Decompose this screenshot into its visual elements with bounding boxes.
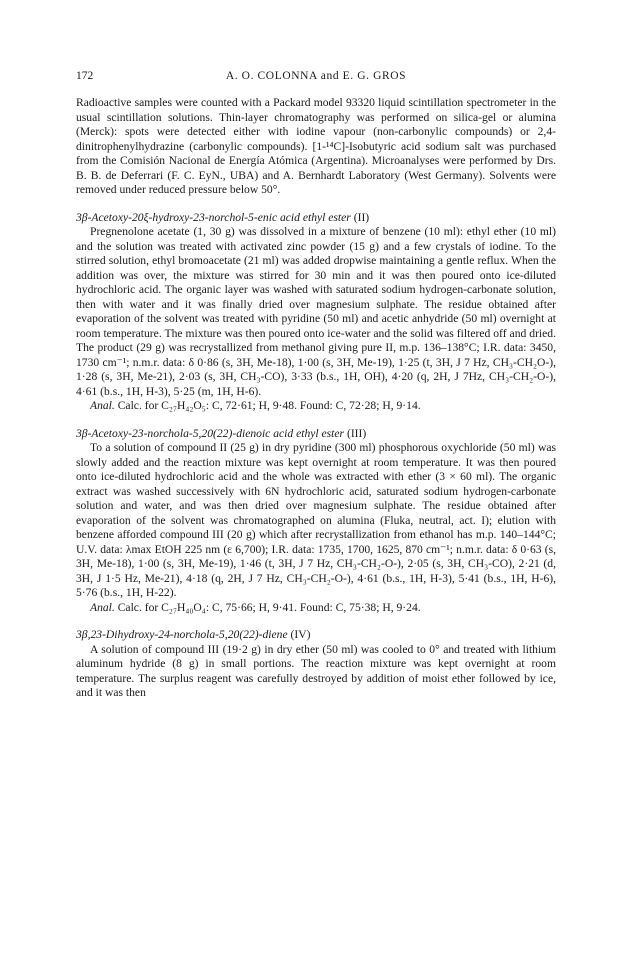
elemental-analysis	[76, 399, 556, 414]
analysis-text: Calc. for C₂₇H₄₀O₄: C, 75·66; H, 9·41. Found: C, 75·38; H, 9·24.	[117, 600, 421, 614]
section-title: 3β,23-Dihydroxy-24-norchola-5,20(22)-diene	[76, 628, 288, 641]
page-header	[76, 70, 556, 86]
section-heading-compound-iv	[76, 628, 556, 643]
methods-paragraph: Radioactive samples were counted with a Packard model 93320 liquid scintillation spectrometer in the usual scintillation solutions. Thin-layer chromatography was performed on silica-gel or alumina (Merck): spots were detected either with iodine vapour (non-carbonylic compounds) or 2,4-dinitrophenylhydrazine (carbonylic compounds). [1-¹⁴C]-Isobutyric acid sodium salt was purchased from the Comisión Nacional de Energía Atómica (Argentina). Microanalyses were performed by Drs. B. B. de Deferrari (F. C. EyN., UBA) and A. Bernhardt Laboratory (West Germany). Solvents were removed under reduced pressure below 50°.	[76, 96, 556, 196]
section-title: 3β-Acetoxy-20ξ-hydroxy-23-norchol-5-enic acid ethyl ester	[76, 210, 351, 224]
procedure-paragraph: A solution of compound III (19·2 g) in dry ether (50 ml) was cooled to 0° and treated with lithium aluminum hydride (8 g) in small portions. The reaction mixture was kept overnight at room temperature. The surplus reagent was carefully destroyed by addition of moist ether followed by ice, and it was then	[76, 642, 556, 699]
procedure-paragraph: To a solution of compound II (25 g) in dry pyridine (300 ml) phosphorous oxychloride (50 ml) was slowly added and the reaction mixture was kept overnight at room temperature. It was then poured onto ice-diluted hydrochloric acid and the whole was extracted with ether (3 × 60 ml). The organic extract was washed successively with 6N hydrochloric acid, saturated sodium hydrogen-carbonate solution and water, and was then dried over magnesium sulphate. The residue obtained after evaporation of the solvent was chromatographed on alumina (Fluka, neutral, act. I); elution with benzene afforded compound III (20 g) which after recrystallization from ethanol has m.p. 140–144°C; U.V. data: λmax EtOH 225 nm (ε 6,700); I.R. data: 1735, 1700, 1625, 870 cm⁻¹; n.m.r. data: δ 0·63 (s, 3H, Me-18), 1·00 (s, 3H, Me-19), 1·46 (t, 3H, J 7 Hz, CH₃-CH₂-O-), 2·05 (s, 3H, CH₃-CO), 2·21 (d, 3H, J 1·5 Hz, Me-21), 4·18 (q, 2H, J 7 Hz, CH₃-CH₂-O-), 4·61 (b.s., 1H, H-3), 5·41 (b.s., 1H, H-6), 5·76 (b.s., 1H, H-22).	[76, 441, 556, 599]
compound-number: (II)	[353, 210, 370, 224]
elemental-analysis	[76, 601, 556, 616]
section-title: 3β-Acetoxy-23-norchola-5,20(22)-dienoic acid ethyl ester	[76, 426, 345, 440]
analysis-text: Calc. for C₂₇H₄₂O₅: C, 72·61; H, 9·48. Found: C, 72·28; H, 9·14.	[117, 399, 421, 412]
section-heading-compound-iii	[76, 427, 556, 442]
compound-number: (III)	[346, 426, 367, 440]
article-body	[76, 96, 556, 701]
section-heading-compound-ii	[76, 211, 556, 226]
analysis-label: Anal.	[90, 399, 115, 412]
compound-number: (IV)	[290, 628, 311, 641]
page-number: 172	[76, 70, 94, 82]
procedure-paragraph: Pregnenolone acetate (1, 30 g) was dissolved in a mixture of benzene (10 ml): ethyl ether (10 ml) and the solution was treated with activated zinc powder (15 g) and a few crystals of iodine. To the stirred solution, ethyl bromoacetate (21 ml) was added dropwise maintaining a gentle reflux. When the addition was over, the mixture was stirred for 30 min and it was then poured onto ice-diluted hydrochloric acid. The organic layer was washed with saturated sodium hydrogen-carbonate solution, then with water and it was finally dried over magnesium sulphate. The residue obtained after evaporation of the solvent was treated with pyridine (50 ml) and acetic anhydride (50 ml) overnight at room temperature. The mixture was then poured onto ice-water and the solid was filtered off and dried. The product (29 g) was recrystallized from methanol giving pure II, m.p. 136–138°C; I.R. data: 3450, 1730 cm⁻¹; n.m.r. data: δ 0·86 (s, 3H, Me-18), 1·00 (s, 3H, Me-19), 1·25 (t, 3H, J 7 Hz, CH₃-CH₂O-), 1·28 (s, 3H, Me-21), 2·03 (s, 3H, CH₃-CO), 3·33 (b.s., 1H, OH), 4·20 (q, 2H, J 7Hz, CH₃-CH₂-O-), 4·61 (b.s., 1H, H-3), 5·25 (m, 1H, H-6).	[76, 225, 556, 398]
running-head: A. O. COLONNA and E. G. GROS	[225, 70, 407, 82]
analysis-label: Anal.	[90, 600, 115, 614]
